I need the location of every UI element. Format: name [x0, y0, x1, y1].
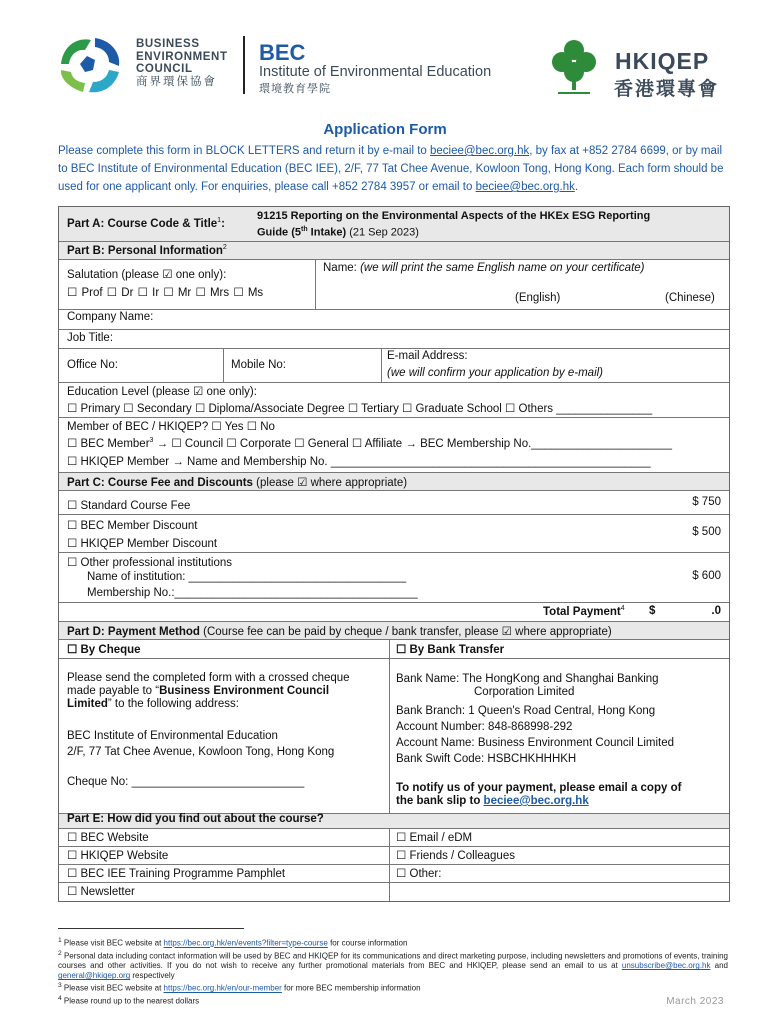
hkiqep-discount-option[interactable]: ☐ HKIQEP Member Discount [67, 538, 218, 550]
intro-paragraph: Please complete this form in BLOCK LETTERS and return it by e-mail to beciee@bec.org.hk, by fax at +852 2784 6699, or by mail to BEC Institute of Environmental Education (BEC IEE), 2/F, 77 Tat Chee Avenue, Kowloon Tong, Hong Kong. Each form should be used for one applicant only. For enquiries, please call +852 2784 3957 or email to beciee@bec.org.hk. [58, 145, 724, 193]
email-note: (we will confirm your application by e-mail) [387, 367, 604, 379]
total-payment-label: Total Payment$^4$ [543, 605, 625, 618]
iee-abbr: BEC [259, 40, 306, 65]
education-options[interactable]: ☐ Primary ☐ Secondary ☐ Diploma/Associate Degree ☐ Tertiary ☐ Graduate School ☐ Others _______________ [67, 403, 653, 415]
standard-fee-option[interactable]: ☐ Standard Course Fee [67, 500, 191, 512]
hkiqep-name-cn: 香港環專會 [614, 79, 720, 100]
other-institution-option[interactable]: ☐ Other professional institutions [67, 557, 232, 569]
source-newsletter[interactable]: ☐ Newsletter [67, 886, 135, 898]
mailing-address: BEC Institute of Environmental Education 2/F, 77 Tat Chee Avenue, Kowloon Tong, Hong Kong [67, 730, 335, 758]
email-label[interactable]: E-mail Address: [387, 350, 468, 362]
chinese-name-label: (Chinese) [665, 292, 715, 304]
bec-name: BUSINESS ENVIRONMENT COUNCIL 商界環保協會 [136, 38, 228, 88]
part-e-label: Part E: How did you find out about the course? [67, 813, 324, 825]
other-fee: $ 600 [692, 570, 721, 582]
hkiqep-member-row[interactable]: ☐ HKIQEP Member → Name and Membership No. __________________________________________________ [67, 456, 651, 468]
header-divider [243, 36, 245, 94]
bec-member-row[interactable]: ☐ BEC Member$^3$ → ☐ Council ☐ Corporate ☐ General ☐ Affiliate → BEC Membership No.______________________ [67, 437, 673, 450]
member-question[interactable]: Member of BEC / HKIQEP? ☐ Yes ☐ No [67, 421, 275, 433]
bec-discount-option[interactable]: ☐ BEC Member Discount [67, 520, 198, 532]
discount-fee: $ 500 [692, 526, 721, 538]
part-b-label: Part B: Personal Information$^2$ [67, 244, 227, 257]
bank-name: Bank Name: The HongKong and Shanghai Banking Corporation Limited [396, 673, 659, 698]
notify-email-link[interactable]: beciee@bec.org.hk [483, 795, 589, 807]
part-a-label: Part A: Course Code & Title$^1$: [67, 217, 225, 230]
total-currency: $ [649, 605, 656, 617]
course-title: 91215 Reporting on the Environmental Aspects of the HKEx ESG Reporting Guide (5th Intake) (21 Sep 2023) [257, 210, 651, 239]
footnotes: $^1$ Please visit BEC website at https://bec.org.hk/en/events?filter=type-course for course information $^2$ Personal data including contact information will be used by BEC and HKIQEP for its communications and direct marketing purpose, including newsletters and promotions of events, training courses and other activities. If you do not wish to receive any further promotional materials from BEC and HKIQEP, please send an email to us at unsubscribe@bec.org.hk and general@hkiqep.org respectively $^3$ Please visit BEC website at https://bec.org.hk/en/our-member for more BEC membership information $^4$ Please round up to the nearest dollars [58, 937, 728, 1006]
email-link[interactable]: beciee@bec.org.hk [429, 145, 530, 157]
standard-fee: $ 750 [692, 496, 721, 508]
bank-details: Bank Branch: 1 Queen's Road Central, Hong Kong Account Number: 848-868998-292 Account Name: Business Environment Council Limited Bank Swift Code: HSBCHKHHHKH [396, 705, 675, 765]
salutation-options[interactable]: ☐ Prof ☐ Dr ☐ Ir ☐ Mr ☐ Mrs ☐ Ms [67, 287, 264, 299]
email-link[interactable]: beciee@bec.org.hk [475, 181, 575, 193]
footnote-divider [58, 928, 244, 929]
iee-name-cn: 環境教育學院 [259, 83, 331, 95]
iee-name: Institute of Environmental Education [259, 64, 492, 80]
education-label: Education Level (please ☑ one only): [67, 386, 257, 398]
source-other[interactable]: ☐ Other: [396, 868, 442, 880]
application-form [58, 206, 730, 902]
part-d-label: Part D: Payment Method (Course fee can be paid by cheque / bank transfer, please ☑ where appropriate) [67, 626, 612, 638]
cheque-no-field[interactable]: Cheque No: ___________________________ [67, 776, 305, 788]
by-cheque-option[interactable]: ☐ By Cheque [67, 644, 141, 656]
source-hkiqep-website[interactable]: ☐ HKIQEP Website [67, 850, 169, 862]
by-bank-transfer-option[interactable]: ☐ By Bank Transfer [396, 644, 505, 656]
total-payment-value[interactable]: .0 [711, 605, 721, 617]
institution-name-field[interactable]: Name of institution: __________________________________ [87, 571, 407, 583]
form-date: March 2023 [666, 996, 724, 1007]
company-name-field[interactable]: Company Name: [67, 311, 154, 323]
hkiqep-logo-icon [548, 38, 600, 98]
office-no-field[interactable]: Office No: [67, 359, 118, 371]
hkiqep-name: HKIQEP [615, 48, 710, 74]
membership-info-link[interactable]: https://bec.org.hk/en/our-member [163, 983, 282, 993]
source-email-edm[interactable]: ☐ Email / eDM [396, 832, 473, 844]
cheque-instructions: Please send the completed form with a crossed cheque made payable to “Business Environment Council Limited” to the following address: [67, 672, 350, 710]
unsubscribe-link[interactable]: unsubscribe@bec.org.hk [621, 961, 711, 971]
source-friends[interactable]: ☐ Friends / Colleagues [396, 850, 515, 862]
source-bec-website[interactable]: ☐ BEC Website [67, 832, 149, 844]
mobile-no-field[interactable]: Mobile No: [231, 359, 286, 371]
source-pamphlet[interactable]: ☐ BEC IEE Training Programme Pamphlet [67, 868, 286, 880]
payment-notice: To notify us of your payment, please email a copy of the bank slip to beciee@bec.org.hk [396, 782, 682, 807]
name-field[interactable]: Name: (we will print the same English name on your certificate) [323, 262, 645, 274]
page-title: Application Form [323, 121, 447, 138]
salutation-label: Salutation (please ☑ one only): [67, 269, 227, 281]
membership-no-field[interactable]: Membership No.:______________________________________ [87, 587, 418, 599]
job-title-field[interactable]: Job Title: [67, 332, 114, 344]
bec-logo-icon [55, 34, 125, 96]
part-c-label: Part C: Course Fee and Discounts (please ☑ where appropriate) [67, 477, 408, 489]
hkiqep-email-link[interactable]: general@hkiqep.org [58, 971, 131, 981]
english-name-label: (English) [515, 292, 561, 304]
course-info-link[interactable]: https://bec.org.hk/en/events?filter=type-course [163, 938, 328, 948]
